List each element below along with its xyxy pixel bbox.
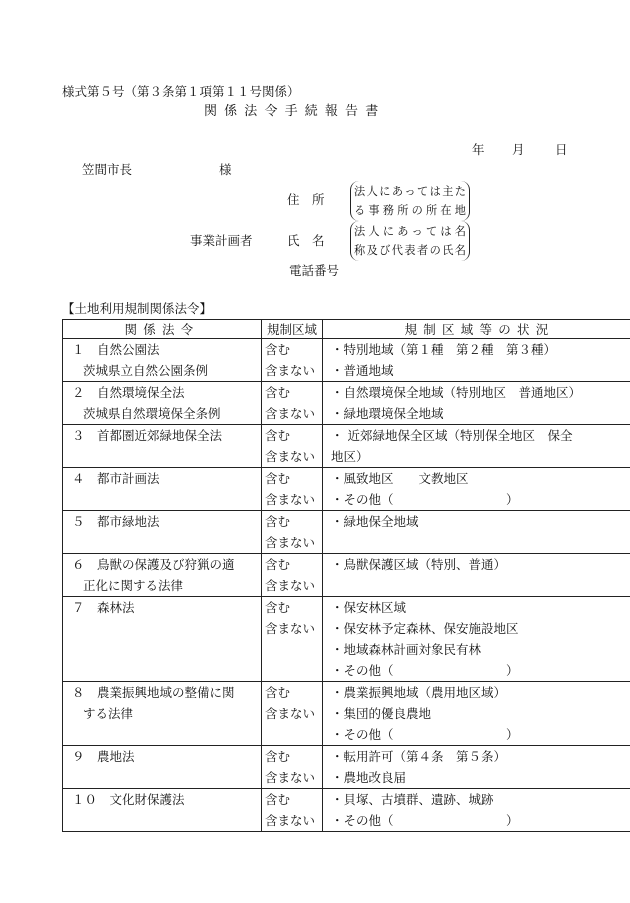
status-item: ・貝塚、古墳群、遺跡、城跡 — [331, 792, 494, 807]
status-cell — [323, 554, 630, 597]
regulation-includes: 含む — [265, 749, 291, 764]
table-row — [63, 468, 630, 511]
form-number: 様式第５号（第３条第１項第１１号関係） — [62, 84, 300, 99]
status-item: 地区） — [331, 449, 369, 464]
status-cell — [323, 468, 630, 511]
header-related-law: 関係法令 — [63, 320, 262, 339]
document-title: 関係法令手続報告書 — [204, 104, 386, 119]
law-cell — [63, 339, 262, 382]
table-row — [63, 511, 630, 554]
law-cell — [63, 425, 262, 468]
status-item: ・その他（ ） — [331, 663, 519, 678]
status-item — [323, 532, 630, 553]
regulation-blank — [262, 724, 322, 745]
regulation-excludes: 含まない — [265, 449, 316, 464]
header-area-status: 規制区域等の状況 — [323, 320, 630, 339]
status-item: ・自然環境保全地域（特別地区 普通地区） — [331, 385, 582, 400]
law-cell — [63, 597, 262, 682]
law-cell — [63, 789, 262, 832]
law-name-sub: 茨城県立自然公園条例 — [83, 363, 209, 378]
law-name: ７ 森林法 — [72, 600, 135, 615]
regulation-excludes: 含まない — [265, 813, 316, 828]
honorific: 様 — [219, 162, 232, 177]
addressee: 笠間市長 — [82, 162, 133, 177]
regulation-includes: 含む — [265, 342, 291, 357]
regulation-includes: 含む — [265, 600, 291, 615]
law-name-sub: する法律 — [83, 706, 134, 721]
law-cell — [63, 682, 262, 746]
law-name: ３ 首都圏近郊緑地保全法 — [72, 428, 223, 443]
law-name: １ 自然公園法 — [72, 342, 160, 357]
regulation-includes: 含む — [265, 428, 291, 443]
status-cell — [323, 597, 630, 682]
law-cell — [63, 746, 262, 789]
status-item: ・ 近郊緑地保全区域（特別保全地区 保全 — [331, 428, 573, 443]
regulation-blank — [262, 639, 322, 660]
regulation-cell — [262, 468, 323, 511]
regulation-cell — [262, 339, 323, 382]
table-row — [63, 789, 630, 832]
name-note-line-1: 法人にあっては名 — [354, 225, 466, 238]
law-name: ８ 農業振興地域の整備に関 — [72, 685, 235, 700]
table-row — [63, 339, 630, 382]
law-cell — [63, 511, 262, 554]
law-name: ６ 鳥獣の保護及び狩猟の適 — [72, 557, 235, 572]
section-title: 【土地利用規制関係法令】 — [62, 301, 213, 316]
law-name-sub — [63, 618, 261, 639]
status-item: ・その他（ ） — [331, 727, 519, 742]
regulation-cell — [262, 597, 323, 682]
status-cell — [323, 511, 630, 554]
status-item: ・緑地環境保全地域 — [331, 406, 444, 421]
name-note-bracket — [350, 221, 470, 261]
law-name: ９ 農地法 — [72, 749, 135, 764]
status-cell — [323, 789, 630, 832]
regulation-includes: 含む — [265, 792, 291, 807]
status-item: ・保安林区域 — [331, 600, 407, 615]
status-item: ・その他（ ） — [331, 813, 519, 828]
law-name-blank — [63, 724, 261, 745]
law-name-blank — [63, 639, 261, 660]
address-note-line-1: 法人にあっては主た — [354, 185, 466, 198]
law-name: １０ 文化財保護法 — [72, 792, 185, 807]
status-item: ・転用許可（第４条 第５条） — [331, 749, 507, 764]
status-item: ・農地改良届 — [331, 770, 407, 785]
status-cell — [323, 339, 630, 382]
status-item: ・農業振興地域（農用地区域） — [331, 685, 507, 700]
status-item: ・特別地域（第１種 第２種 第３種） — [331, 342, 557, 357]
regulation-cell — [262, 511, 323, 554]
date-year-label: 年 — [472, 142, 485, 157]
status-cell — [323, 425, 630, 468]
regulation-excludes: 含まない — [265, 492, 316, 507]
regulation-includes: 含む — [265, 514, 291, 529]
table-row — [63, 597, 630, 682]
address-label: 住 所 — [287, 192, 325, 207]
address-note-bracket — [350, 181, 470, 221]
law-name-sub — [63, 489, 261, 510]
regulation-excludes: 含まない — [265, 621, 316, 636]
table-header-row — [63, 320, 630, 339]
regulation-cell — [262, 425, 323, 468]
regulation-excludes: 含まない — [265, 363, 316, 378]
regulation-includes: 含む — [265, 685, 291, 700]
phone-label: 電話番号 — [289, 263, 340, 278]
regulation-cell — [262, 682, 323, 746]
name-label: 氏 名 — [287, 233, 325, 248]
regulation-includes: 含む — [265, 557, 291, 572]
status-item: ・鳥獣保護区域（特別、普通） — [331, 557, 507, 572]
date-day-label: 日 — [555, 142, 568, 157]
law-name-sub — [63, 767, 261, 788]
law-name-sub: 茨城県自然環境保全条例 — [83, 406, 221, 421]
header-regulation-area: 規制区域 — [262, 320, 323, 339]
law-name-blank — [63, 660, 261, 681]
regulation-excludes: 含まない — [265, 770, 316, 785]
regulation-excludes: 含まない — [265, 535, 316, 550]
regulation-table — [62, 319, 630, 832]
regulation-blank — [262, 660, 322, 681]
law-name: ２ 自然環境保全法 — [72, 385, 185, 400]
law-name-sub — [63, 810, 261, 831]
table-row — [63, 382, 630, 425]
status-item: ・緑地保全地域 — [331, 514, 419, 529]
regulation-cell — [262, 789, 323, 832]
name-note-line-2: 称及び代表者の氏名 — [354, 244, 466, 257]
table-row — [63, 425, 630, 468]
regulation-includes: 含む — [265, 471, 291, 486]
status-item: ・集団的優良農地 — [331, 706, 432, 721]
table-row — [63, 554, 630, 597]
law-name-sub: 正化に関する法律 — [83, 578, 184, 593]
date-month-label: 月 — [512, 142, 525, 157]
law-name: ５ 都市緑地法 — [72, 514, 160, 529]
table-row — [63, 746, 630, 789]
law-name: ４ 都市計画法 — [72, 471, 160, 486]
regulation-excludes: 含まない — [265, 578, 316, 593]
status-item — [323, 575, 630, 596]
status-item: ・保安林予定森林、保安施設地区 — [331, 621, 519, 636]
status-cell — [323, 682, 630, 746]
status-cell — [323, 746, 630, 789]
table-row — [63, 682, 630, 746]
regulation-cell — [262, 382, 323, 425]
regulation-excludes: 含まない — [265, 406, 316, 421]
law-name-sub — [63, 532, 261, 553]
law-name-sub — [63, 446, 261, 467]
regulation-excludes: 含まない — [265, 706, 316, 721]
law-cell — [63, 554, 262, 597]
planner-label: 事業計画者 — [190, 233, 253, 248]
status-item: ・風致地区 文教地区 — [331, 471, 469, 486]
status-item: ・その他（ ） — [331, 492, 519, 507]
status-item: ・普通地域 — [331, 363, 394, 378]
law-cell — [63, 468, 262, 511]
regulation-includes: 含む — [265, 385, 291, 400]
status-item: ・地域森林計画対象民有林 — [331, 642, 482, 657]
regulation-cell — [262, 746, 323, 789]
address-note-line-2: る事務所の所在地 — [354, 204, 466, 217]
regulation-cell — [262, 554, 323, 597]
law-cell — [63, 382, 262, 425]
status-cell — [323, 382, 630, 425]
